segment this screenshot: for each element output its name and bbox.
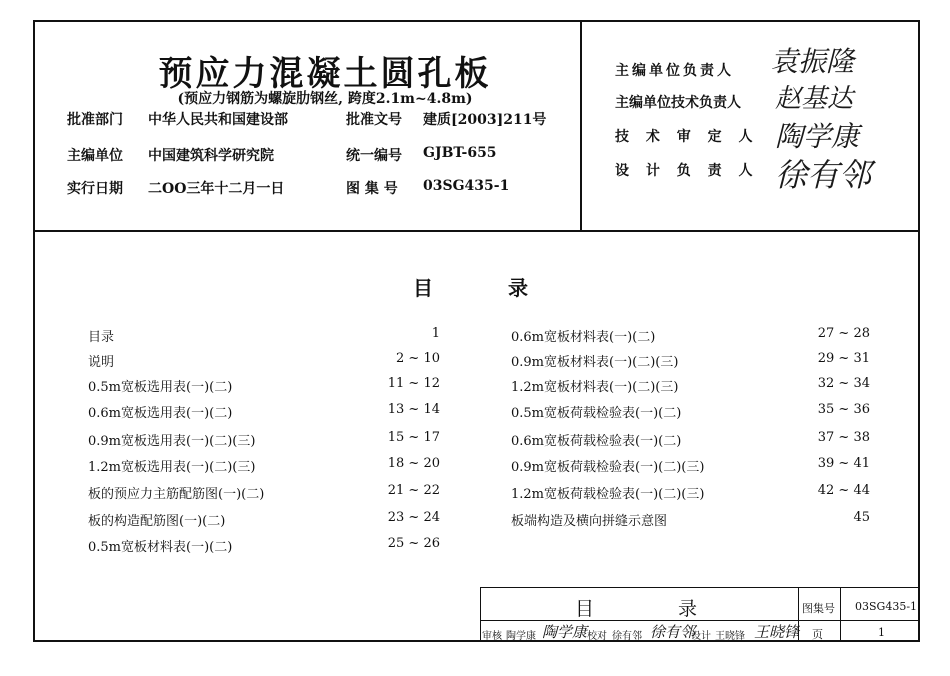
title-block-check-sig: 徐有邻 [650,623,696,641]
title-block-page-label: 页 [812,628,823,641]
toc-title-left: 目 [413,276,433,300]
info-label-atlas-no: 图 集 号 [346,181,398,197]
toc-left-page-1: 1 [431,326,440,341]
title-block-review-name: 陶学康 [506,631,536,642]
toc-left-item-8: 板的构造配筋图(一)(二) [88,514,226,529]
info-label-approver: 批准部门 [67,112,123,128]
resp-role-3: 技 术 审 定 人 [615,129,759,145]
toc-right-item-6: 0.9m宽板荷载检验表(一)(二)(三) [511,460,705,475]
toc-right-item-2: 0.9m宽板材料表(一)(二)(三) [511,355,679,370]
info-label-unified-no: 统一编号 [346,148,402,164]
info-label-approval-no: 批准文号 [346,112,402,128]
toc-right-item-8: 板端构造及横向拼缝示意图 [511,514,668,529]
toc-left-page-2: 2 ~ 10 [396,351,440,366]
toc-left-page-7: 21 ~ 22 [387,483,440,498]
title-block-review-sig: 陶学康 [542,623,588,641]
title-block-check-name: 徐有邻 [612,631,642,642]
title-block-top [480,587,918,588]
toc-right-page-3: 32 ~ 34 [817,376,870,391]
title-block-page-value: 1 [878,626,885,639]
title-block-check-label: 校对 [587,631,607,642]
toc-left-item-4: 0.6m宽板选用表(一)(二) [88,406,233,421]
info-value-effective-date: 二OO三年十二月一日 [148,181,285,197]
toc-left-item-2: 说明 [88,355,115,370]
resp-role-2: 主编单位技术负责人 [615,95,741,111]
title-block-atlas-value: 03SG435-1 [855,600,918,613]
toc-left-page-4: 13 ~ 14 [387,402,440,417]
signature-4: 徐有邻 [775,156,872,194]
toc-left-page-3: 11 ~ 12 [387,376,440,391]
info-value-approval-no: 建质[2003]211号 [423,112,547,128]
toc-left-page-5: 15 ~ 17 [387,430,440,445]
toc-right-item-5: 0.6m宽板荷载检验表(一)(二) [511,434,682,449]
title-block-design-sig: 王晓锋 [754,623,800,641]
toc-right-page-6: 39 ~ 41 [817,456,870,471]
info-value-approver: 中华人民共和国建设部 [148,112,288,128]
toc-left-page-9: 25 ~ 26 [387,536,440,551]
toc-right-item-7: 1.2m宽板荷载检验表(一)(二)(三) [511,487,705,502]
toc-left-item-9: 0.5m宽板材料表(一)(二) [88,540,233,555]
resp-role-4: 设 计 负 责 人 [615,163,759,179]
toc-right-page-8: 45 [853,510,870,525]
title-block-design-name: 王晓锋 [715,631,745,642]
toc-right-page-1: 27 ~ 28 [817,326,870,341]
title-block-title-left: 目 [575,598,595,620]
toc-right-page-2: 29 ~ 31 [817,351,870,366]
toc-left-item-1: 目录 [88,330,115,345]
signature-2: 赵基达 [775,84,854,114]
toc-left-item-3: 0.5m宽板选用表(一)(二) [88,380,233,395]
toc-right-item-1: 0.6m宽板材料表(一)(二) [511,330,656,345]
toc-right-item-4: 0.5m宽板荷载检验表(一)(二) [511,406,682,421]
toc-right-page-4: 35 ~ 36 [817,402,870,417]
atlas-title: 预应力混凝土圆孔板 [158,54,492,94]
title-block-split-2 [840,587,841,640]
toc-title-right: 录 [508,276,528,300]
info-label-editor: 主编单位 [67,148,123,164]
signature-1: 袁振隆 [770,45,855,78]
toc-right-page-7: 42 ~ 44 [817,483,870,498]
toc-left-page-8: 23 ~ 24 [387,510,440,525]
toc-left-item-7: 板的预应力主筋配筋图(一)(二) [88,487,265,502]
title-block-atlas-label: 图集号 [802,602,835,615]
toc-right-page-5: 37 ~ 38 [817,430,870,445]
info-label-effective-date: 实行日期 [67,181,123,197]
info-value-editor: 中国建筑科学研究院 [148,148,274,164]
title-block-left [480,587,481,640]
resp-role-1: 主编单位负责人 [615,63,734,79]
info-value-atlas-no: 03SG435-1 [423,178,510,194]
header-divider [35,230,918,232]
title-block-review-label: 审核 [482,631,502,642]
info-value-unified-no: GJBT-655 [423,145,497,161]
signature-3: 陶学康 [775,120,860,153]
toc-left-item-6: 1.2m宽板选用表(一)(二)(三) [88,460,256,475]
title-block-title-right: 录 [678,598,698,620]
atlas-subtitle: (预应力钢筋为螺旋肋钢丝, 跨度2.1m~4.8m) [177,91,473,107]
toc-right-item-3: 1.2m宽板材料表(一)(二)(三) [511,380,679,395]
title-block-design-label: 设计 [691,631,711,642]
toc-left-page-6: 18 ~ 20 [387,456,440,471]
toc-left-item-5: 0.9m宽板选用表(一)(二)(三) [88,434,256,449]
